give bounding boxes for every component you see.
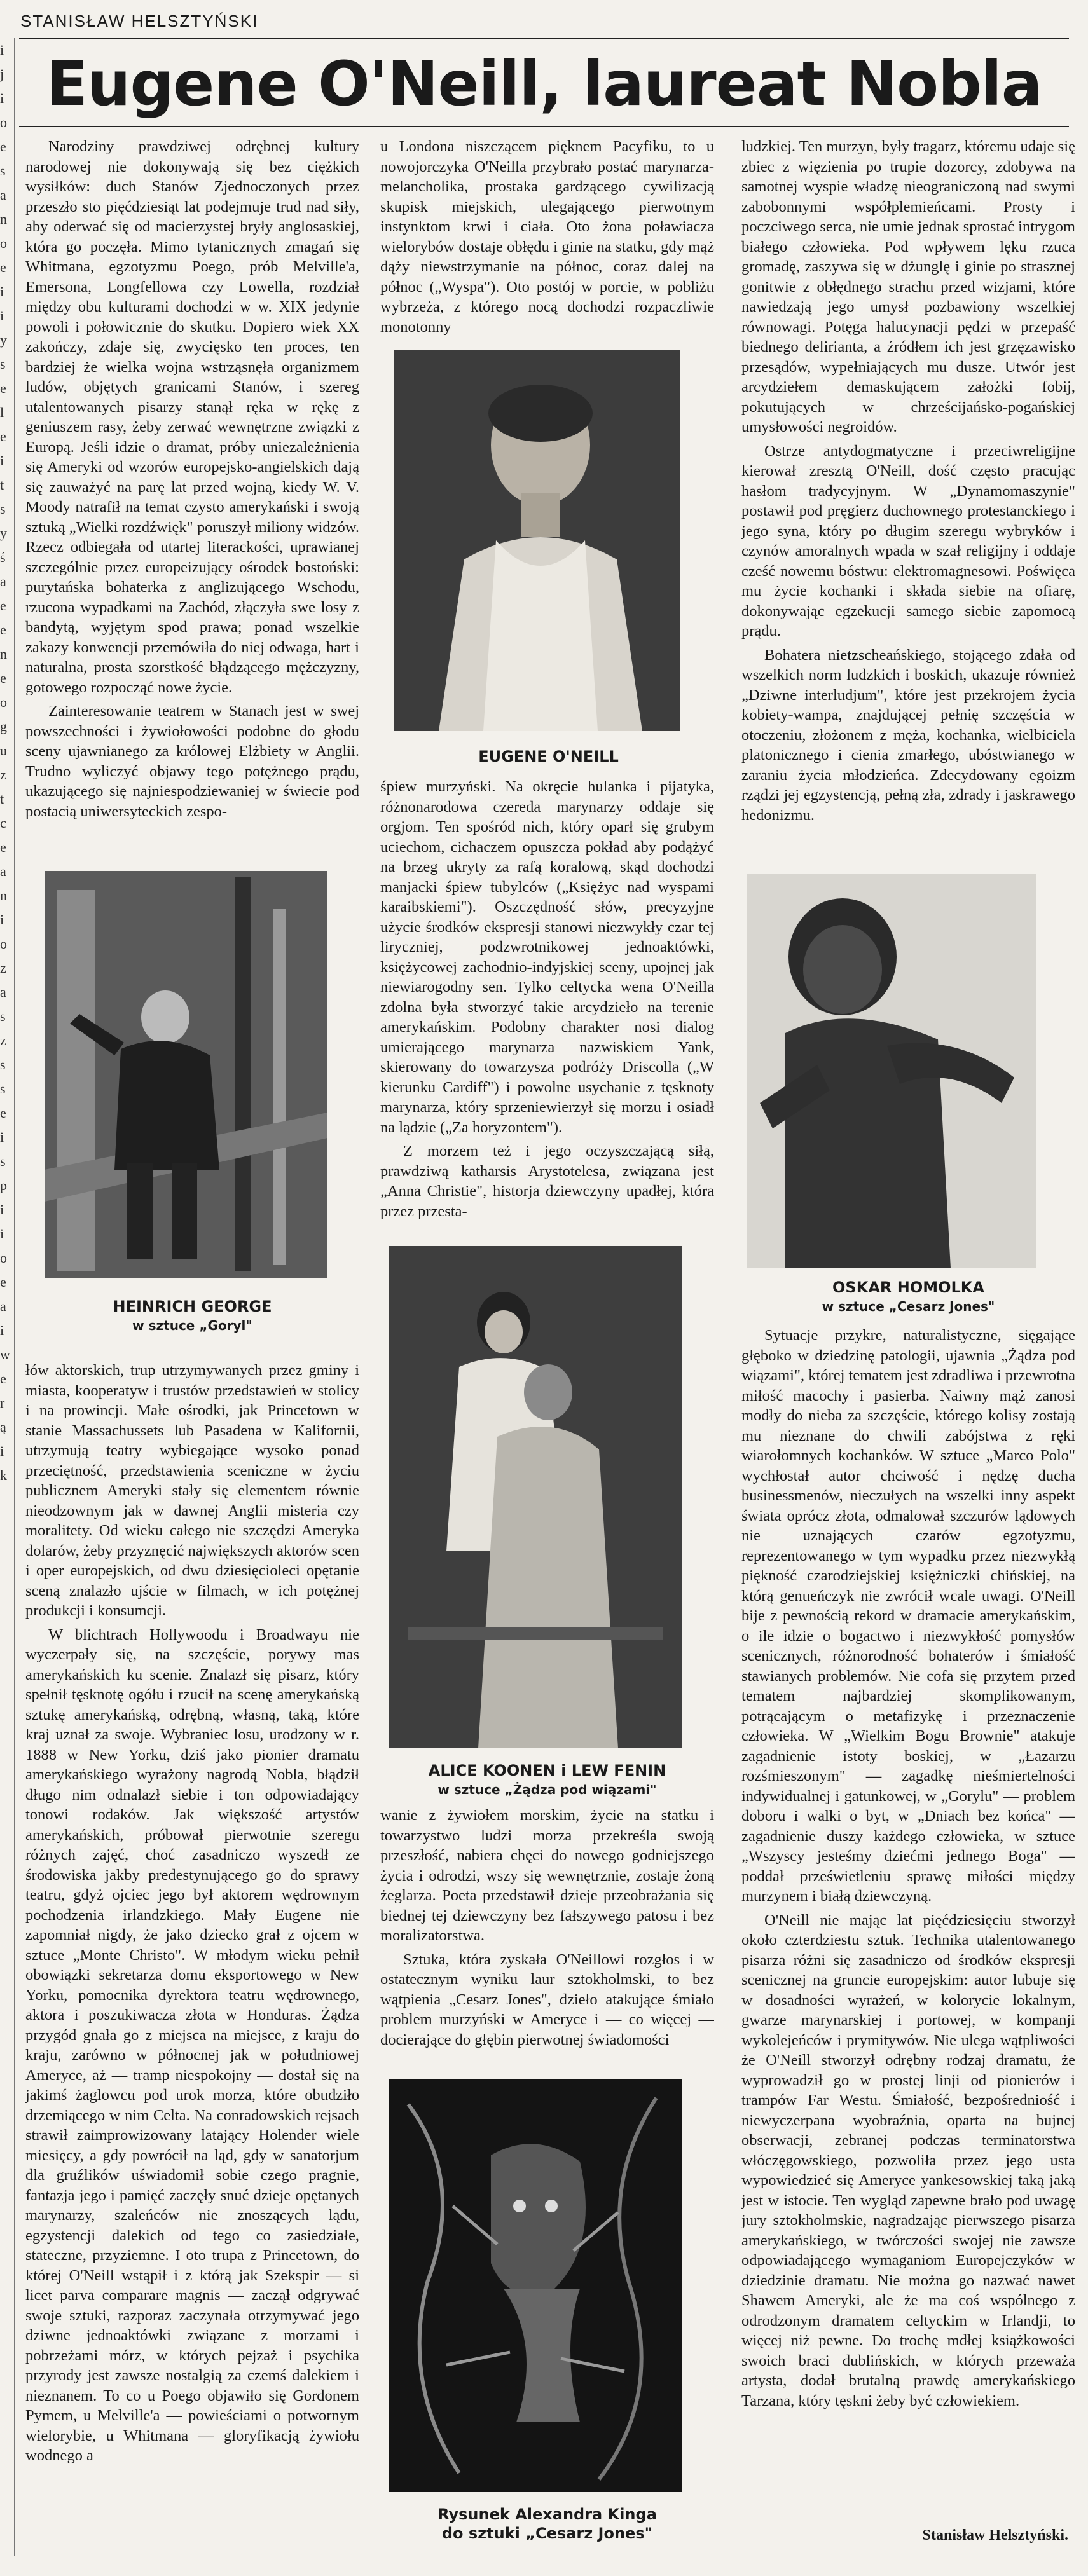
title-rule: [19, 126, 1069, 127]
left-gutter-fragment: [0, 38, 15, 2556]
expressionist-drawing: [389, 2079, 682, 2492]
paragraph: Zainteresowanie teatrem w Stanach jest w swej powszechności i żywiołowości podobne do głodu sceny ujawnianego za królowej Elżbiety w Anglii. Trudno wyliczyć objawy tego potężnego prądu, ukazującego się najniespodziewaniej w świecie pod postacią uniwersyteckich zespo-: [25, 702, 359, 820]
gutter-letter: e: [0, 1371, 6, 1387]
gutter-letter: z: [0, 767, 6, 783]
paragraph: Bohatera nietzscheańskiego, stojącego zdała od wszelkich norm ludzkich i boskich, ukazuje również „Dziwne interludjum", które jest przekrojem życia kobiety-wampa, znajdującej pełnię szczęścia w otoczeniu, złożonem z męża, kochanka, wielbiciela platonicznego i cienia zmarłego, ubóstwianego w zaraniu życia młodzieńca. Zdecydowany egoizm rządzi jej egzystencją, pełną zła, zdrady i jaskrawego hedonizmu.: [741, 646, 1075, 824]
gutter-letter: i: [0, 1322, 4, 1338]
photo-eugene-oneill: [394, 350, 680, 731]
gutter-letter: e: [0, 380, 6, 396]
gutter-letter: s: [0, 356, 6, 372]
gutter-letter: s: [0, 1081, 6, 1097]
caption-heinrich-george: [25, 1297, 359, 1335]
gutter-letter: w: [0, 1346, 10, 1362]
gutter-letter: y: [0, 332, 7, 348]
gutter-letter: a: [0, 1298, 6, 1314]
caption-name: HEINRICH GEORGE: [113, 1298, 272, 1315]
gutter-letter: i: [0, 453, 4, 469]
portrait-illustration: [394, 350, 680, 731]
gutter-letter: i: [0, 90, 4, 106]
gutter-letter: i: [0, 1443, 4, 1459]
author-header: STANISŁAW HELSZTYŃSKI: [20, 11, 259, 31]
gutter-letter: t: [0, 791, 4, 807]
gutter-letter: e: [0, 259, 6, 275]
gutter-letter: o: [0, 1250, 7, 1266]
caption-line: do sztuki „Cesarz Jones": [441, 2525, 653, 2542]
gutter-letter: e: [0, 839, 6, 855]
gutter-letter: o: [0, 936, 7, 952]
paragraph: Ostrze antydogmatyczne i przeciwreligijne kierował zresztą O'Neill, dość często pracując hasłom tradycyjnym. W „Dynamomaszynie" postawił pod pręgierz duchownego protestanckiego i jego syna, który po długim szeregu wybryków i czynów amoralnych wpada w szał religijny i oddaje cześć nowemu bóstwu: elektromagnesowi. Poświęca mu życie kochanki i składa siebie na ofiarę, dokonywając egzekucji samego siebie zapomocą prądu.: [741, 442, 1075, 640]
paragraph: Sztuka, która zyskała O'Neillowi rozgłos i w ostatecznym wyniku laur sztokholmski, to bez wątpienia „Cesarz Jones", dzieło atakujące śmiało problem murzyński w Ameryce i — co więcej — docierające do głębin pierwotnej świadomości: [380, 1950, 714, 2048]
gutter-letter: e: [0, 670, 6, 686]
paragraph: Z morzem też i jego oczyszczającą siłą, prawdziwą katharsis Arystotelesa, związana jest „Anna Christie", historja dziewczyny upadłej, która przez przesta-: [380, 1142, 714, 1220]
caption-eugene: EUGENE O'NEILL: [478, 748, 619, 765]
gutter-letter: i: [0, 1226, 4, 1242]
gutter-letter: e: [0, 1274, 6, 1290]
gutter-letter: e: [0, 428, 6, 444]
gutter-letter: o: [0, 694, 7, 710]
paragraph: ludzkiej. Ten murzyn, były tragarz, któremu udaje się zbiec z więzienia po trupie dozorcy, zdobywa na samotnej wyspie władzę nieograniczoną nad swymi zabobonnymi współplemieńcami. Prosty i poczciwego serca, nie umie jednak sprostać intrygom białego człowieka. Pod wpływem lęku rzuca gromadę, zaszywa się w dżunglę i ginie po strasznej gonitwie z obłędnego strachu przed wizjami, które nawiedzają jego umysł pozbawiony wszelkiej równowagi. Potęga halucynacji pędzi w przepaść biednego delirianta, a źródłem ich jest grzęzawisko przesądów, wypełniających mu dusze. Utwór jest arcydziełem demaskującem założki fobij, pokutujących w chrześcijańsko-pogańskiej umysłowości negroidów.: [741, 138, 1075, 435]
column-3-top: [741, 137, 1075, 868]
paragraph: u Londona niszczącem pięknem Pacyfiku, to u nowojorczyka O'Neilla przybrało postać marynarza-melancholika, prostaka gardzącego cywilizacją skupisk miejskich, ulegającego pierwotnym instynktom krwi i ciała. Oto żona poławiacza wielorybów dostaje obłędu i ginie na statku, gdy mąż dąży niewstrzymanie na północ, coraz dalej na północ („Wyspa"). Oto postój w porcie, w pobliżu wybrzeża, z którego nocą dochodzi rozpaczliwie monotonny: [380, 138, 714, 336]
caption-play: w sztuce „Żądza pod wiązami": [437, 1782, 657, 1797]
gutter-letter: u: [0, 743, 7, 758]
paragraph: W blichtrach Hollywoodu i Broadwayu nie wyczerpały się, na szczęście, porywy mas amerykańskich ku scenie. Znalazł się pisarz, który spełnił tęsknotę ogółu i rzucił na scenę amerykańską sztukę amerykańską, odrębną, własną, taką, które kraj uznał za swoje. Wybraniec losu, urodzony w r. 1888 w New Yorku, dziś jako pionier dramatu amerykańskiego wyrażony nagrodą Nobla, błądził długo nim odnalazł siebie i ton odpowiadający tonowi rodaków. Jak większość artystów amerykańskich, próbował pierwotnie szeregu różnych zajęć, choć zasadniczo wyszedł ze środowiska jakby predestynującego go do sprawy teatru, gdyż ojciec jego był aktorem wędrownym pochodzenia irlandzkiego. Mały Eugene nie zapomniał nigdy, że jako dziecko grał z ojcem w sztuce „Monte Christo". W młodym wieku pełnił obowiązki sekretarza domu eksportowego w New Yorku, pomocnika dyrektora teatru wędrownego, aktora i poszukiwacza złota w Honduras. Żądza przygód gnała go z miejsca na miejsce, z kraju do kraju, zarówno w północnej jak w południowej Ameryce, aż — tramp niespokojny — dostał się na jakimś żaglowcu pod urok morza, które obudziło drzemiącego w nim Celta. Na conradowskich rejsach strawił zaimprowizowany latający Holender wiele miesięcy, a gdy powrócił na ląd, gdy w sanatorjum dla gruźlików uświadomił sobie czego pragnie, fantazja jego i pamięć zaczęły snuć dzieje opętanych marynarzy, szaleńców nie znoszących lądu, egzystencji dalekich od tego co zasiedziałe, stateczne, przyziemne. I oto trupa z Princetown, do której O'Neill wstąpił i z którą jak Szekspir — si licet parva comparare magnis — zaczął odgrywać swoje sztuki, razporaz zaczynała otrzymywać jego dziwne jednoaktówki związane z morzami i pobrzeżami mórz, w których pejzaż i psychika przyrody jest zawsze nostalgią za czemś dalekiem i nieznanem. To co u Poego objawiło się Gordonem Pymem, u Melville'a — powieściami o potwornym wielorybie, u Whitmana — gloryfikacją żywiołu wodnego a: [25, 1626, 359, 2464]
gutter-letter: e: [0, 598, 6, 613]
gutter-letter: ś: [0, 549, 6, 565]
gutter-letter: i: [0, 1129, 4, 1145]
column-2-lower: [380, 1805, 714, 2060]
gutter-letter: s: [0, 1057, 6, 1072]
gutter-letter: a: [0, 984, 6, 1000]
paragraph: Narodziny prawdziwej odrębnej kultury narodowej nie dokonywają się bez ciężkich wysiłków: duch Stanów Zjednoczonych przez przeszło sto pięćdziesiąt lat podejmuje trud nad siły, aby oderwać się od macierzystej bryły anglosaskiej, która go poczęła. Mimo tytanicznych zmagań się Whitmana, egzotyzmu Poego, prób Melville'a, Emersona, Longfellowa czy Lowella, rozdział między obu kulturami dochodzi w w. XIX jedynie powoli i połowicznie do skutku. Dopiero wiek XX zakończy, zdaje się, zwycięsko ten proces, ten bardziej że wielka wojna wstrząsnęła organizmem ludów, objętych granicami Stanów, i szereg utalentowanych pisarzy stanął ręka w rękę z geniuszem rasy, żeby zerwać wewnętrzne związki z Europą. Jeśli idzie o dramat, próby uniezależnienia się Ameryki od wzorów europejsko-angielskich dają się zauważyć na parę lat przed wojną, kiedy W. V. Moody natrafił na temat czysto amerykański i swoją sztuką „Wielki rozdźwięk" poruszył miliony widzów. Rzecz odbiegała od utartej literackości, uprawianej szczególnie przez europeizujący ośrodek bostoński: purytańska bohaterka z anglizującego Wschodu, rzucona wypadkami na Zachód, złączyła swe losy z bandytą, wyjętym spod prawa; ponad wszelkie zakazy konwencji przemówiła do niej odwaga, hart i naturalna, prosta szorstkość błądzącego mężczyzny, gotowego rozpocząć nowe życie.: [25, 138, 359, 696]
gutter-letter: s: [0, 163, 6, 179]
paragraph: O'Neill nie mając lat pięćdziesięciu stworzył około czterdziestu sztuk. Technika utalentowanego pisarza różni się zasadniczo od środków ekspresji scenicznej na gruncie europejskim: autor lubuje się w dosadności wyrażeń, w kolorycie lokalnym, gwarze marynarskiej i portowej, w kompanji wykolejeńców i prymitywów. Nie ulega wątpliwości że O'Neill stworzył odrębny rodzaj dramatu, że wyprowadził go w prostej linji od pionierów i trampów Far Westu. Śmiałość, bezpośredniość i niewyczerpana wyobraźnia, oparta na bujnej obserwacji, zebranej podczas terminatorstwa włóczęgowskiego, pozwoliła przez jego usta wypowiedzieć się Ameryce yankesowskiej taką jaką jest w istocie. Ten wygląd zapewne brało pod uwagę jury sztokholmskie, nagradzając pierwszego pisarza amerykańskiego, w twórczości swojej nie zawsze odpowiadającego wymaganiom Europejczyków w dziedzinie dramatu. Nie można go nazwać nawet Shawem Ameryki, ale że ma coś wspólnego z odrodzonym dramatem celtyckim w Irlandji, to więcej niż pewne. Do trochę mdłej książkowości swoich braci dublińskich, w których przeważa artysta, dodał brutalną prawdę amerykańskiego Tarzana, który tęskni żeby być człowiekiem.: [741, 1911, 1075, 2409]
caption-alexander-king: [380, 2505, 714, 2543]
column-1-bottom: [25, 1360, 359, 2562]
gutter-letter: i: [0, 284, 4, 299]
stage-scene-illustration: [45, 871, 327, 1278]
column-2-top: [380, 137, 714, 340]
column-2-middle: [380, 777, 714, 1235]
gutter-letter: ą: [0, 1419, 6, 1435]
caption-play: w sztuce „Goryl": [132, 1318, 252, 1333]
gutter-letter: n: [0, 646, 7, 662]
gutter-letter: i: [0, 1202, 4, 1217]
caption-oskar-homolka: [741, 1278, 1075, 1316]
gutter-letter: z: [0, 960, 6, 976]
gutter-letter: e: [0, 139, 6, 154]
stage-scene-illustration: [747, 874, 1036, 1268]
gutter-letter: s: [0, 1153, 6, 1169]
caption-play: w sztuce „Cesarz Jones": [822, 1299, 995, 1314]
gutter-letter: i: [0, 912, 4, 928]
gutter-letter: a: [0, 573, 6, 589]
gutter-letter: a: [0, 863, 6, 879]
paragraph: Sytuacje przykre, naturalistyczne, sięgające głęboko w dziedzinę patologii, ujawnia „Żądza pod wiązami", której tematem jest zdradliwa i przewrotna miłość macochy i pasierba. Naiwny mąż zanosi modły do nieba za szczęście, którego kolisy zostają mu nieznane do chwili zabójstwa z ręki wiarołomnych kochanków. W sztuce „Marco Polo" wychłostał autor chciwość i nędzę ducha businessmenów, nieczułych na wszelki inny aspekt świata oprócz złota, odmalował szczurów lądowych nie uznających czarów egzotyzmu, reprezentowanego w tym wypadku przez niezwykłą piękność czarodziejskiej księżniczki chińskiej, na którą genueńczyk nie zwrócił wcale uwagi. O'Neill bije z pewnością rekord w dramacie amerykańskim, o ile idzie o bogactwo i niezwykłość pomysłów scenicznych, różnorodność bohaterów i śmiałość stawianych problemów. Nie cofa się przytem przed tematem najbardziej skomplikowanym, potrącającym o metafizykę i przeznaczenie człowieka. W „Wielkim Bogu Brownie" atakuje zagadnienie istoty boskiej, w „Łazarzu rozśmieszonym" — zagadkę nieśmiertelności indywidualnej i gatunkowej, w „Gorylu" — problem doboru i walki o byt, w „Dniach bez końca" — zagadnienie duszy każdego człowieka, w sztuce „Wszyscy jesteśmy dziećmi jednego Boga" — poddał prześwietleniu sprawę miłości między murzynem i białą dziewczyną.: [741, 1327, 1075, 1905]
gutter-letter: n: [0, 211, 7, 227]
gutter-letter: t: [0, 477, 4, 493]
drawing-alexander-king: [389, 2079, 682, 2492]
gutter-letter: n: [0, 887, 7, 903]
paragraph: wanie z żywiołem morskim, życie na statku i towarzystwo ludzi morza przekreśla swoją przeszłość, nabiera chęci do nowego godniejszego życia i odrodzi, wszy się wewnętrznie, zostaje żoną żeglarza. Poeta przedstawił dzieje przeobrażania się biednej tej dziewczyny bez fałszywego patosu i bez moralizatorstwa.: [380, 1807, 714, 1944]
caption-name: ALICE KOONEN i LEW FENIN: [428, 1762, 666, 1779]
stage-scene-illustration: [389, 1246, 682, 1748]
gutter-letter: g: [0, 718, 7, 734]
gutter-letter: o: [0, 114, 7, 130]
column-3-bottom: [741, 1326, 1075, 2514]
gutter-letter: p: [0, 1177, 7, 1193]
gutter-letter: a: [0, 187, 6, 203]
caption-line: Rysunek Alexandra Kinga: [437, 2505, 657, 2523]
gutter-letter: c: [0, 815, 6, 831]
article-title: Eugene O'Neill, laureat Nobla: [46, 48, 1042, 120]
gutter-letter: i: [0, 308, 4, 324]
gutter-letter: j: [0, 66, 4, 82]
photo-heinrich-george: [45, 871, 327, 1278]
column-1-top: [25, 137, 359, 868]
gutter-letter: e: [0, 622, 6, 638]
top-rule: [19, 38, 1069, 39]
gutter-letter: l: [0, 404, 4, 420]
paragraph: łów aktorskich, trup utrzymywanych przez gminy i miasta, kooperatyw i trustów przedstawień w stolicy i na prowincji. Małe ośrodki, jak Princetown w stanie Massachussets lub Pasadena w Kalifornii, utrzymują teatry wybiegające wysoko ponad przeciętność, przedstawienia sceniczne w życiu publicznem Ameryki stały się elementem równie nieodzownym jak w dawnej Anglii misteria czy moralitety. Od wieku całego nie szczędzi Ameryka dolarów, żeby przyznęcić największych aktorów scen i oper europejskich, od dwu dziesięcioleci opętanie sceną znalazło ujście w filmach, w ich potężnej produkcji i konsumcji.: [25, 1362, 359, 1619]
caption-name: OSKAR HOMOLKA: [832, 1278, 984, 1296]
caption-alice-koonen: [380, 1761, 714, 1799]
gutter-letter: s: [0, 1008, 6, 1024]
gutter-letter: k: [0, 1467, 7, 1483]
gutter-letter: o: [0, 235, 7, 251]
gutter-letter: y: [0, 525, 7, 541]
photo-oskar-homolka: [747, 874, 1036, 1268]
gutter-letter: e: [0, 1105, 6, 1121]
author-signature: Stanisław Helsztyński.: [922, 2527, 1068, 2544]
gutter-letter: z: [0, 1032, 6, 1048]
paragraph: śpiew murzyński. Na okręcie hulanka i pijatyka, różnonarodowa czereda marynarzy oddaje się orgjom. Ten spośród nich, który oparł się grubym uciechom, cichaczem opuszcza pokład aby podążyć na brzeg ukryty za rafą koralową, skąd dochodzi manjacki śpiew tubylców („Księżyc nad wyspami karaibskiemi"). Oszczędność słów, precyzyjne użycie środków ekspresji stanowi niezwykły czar tej liryczniej, podzwrotnikowej jednoaktówki, księżycowej zachodnio-indyjskiej sceny, upojnej jak niewiarogodny sen. Tylko celtycka wena O'Neilla zdolna była stworzyć takie arcydzieło na terenie amerykańskim. Podobny charakter nosi dialog umierającego marynarza nazwiskiem Yank, skierowany do towarzysza podróży Driscolla („W kierunku Cardiff") i powolne usychanie z tęsknoty marynarza, który sprzeniewierzył się morzu i osiadł na lądzie („Za horyzontem").: [380, 778, 714, 1136]
gutter-letter: s: [0, 501, 6, 517]
gutter-letter: r: [0, 1395, 5, 1411]
photo-alice-koonen-lew-fenin: [389, 1246, 682, 1748]
gutter-letter: i: [0, 42, 4, 58]
